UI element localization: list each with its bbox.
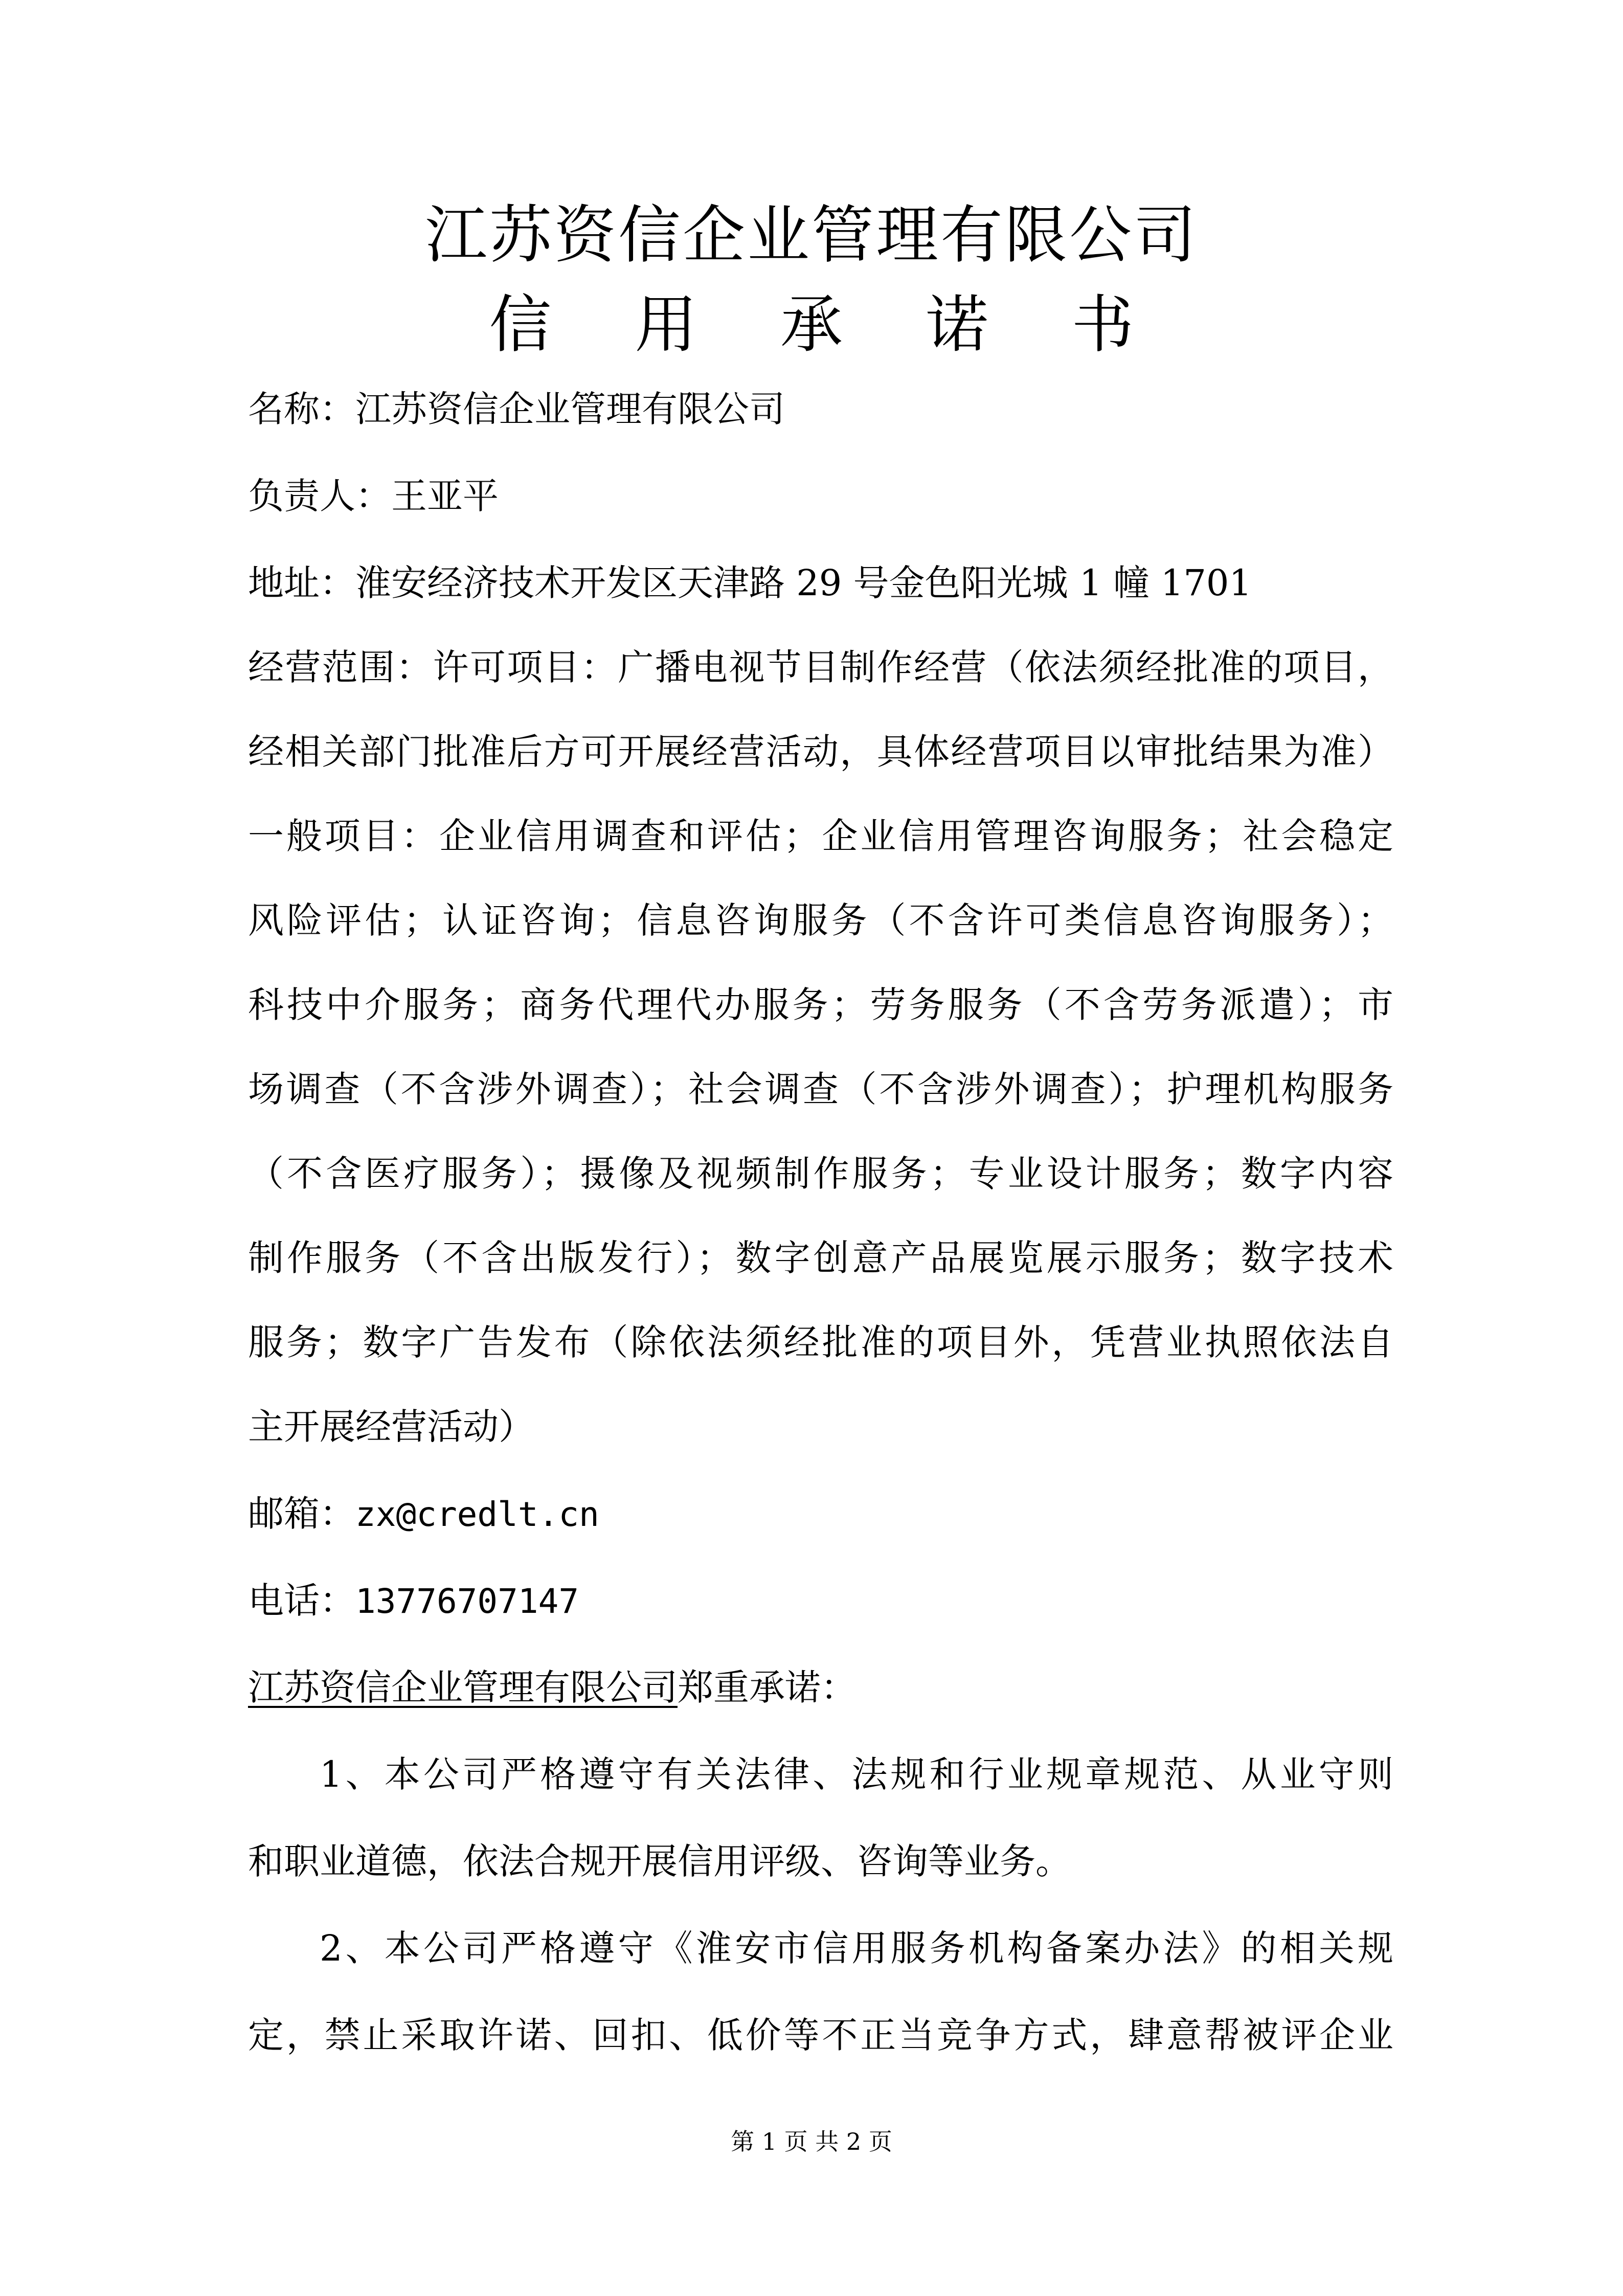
address-line xyxy=(248,555,1393,611)
document-title: 江苏资信企业管理有限公司 xyxy=(425,199,1198,272)
scope-line: 场调查（不含涉外调查）；社会调查（不含涉外调查）；护理机构服务 xyxy=(248,1068,1393,1110)
scope-line: 科技中介服务；商务代理代办服务；劳务服务（不含劳务派遣）；市 xyxy=(248,984,1393,1026)
phone-label: 电话： xyxy=(248,1580,355,1622)
scope-line: （不含医疗服务）；摄像及视频制作服务；专业设计服务；数字内容 xyxy=(248,1153,1393,1195)
scope-line: 服务；数字广告发布（除依法须经批准的项目外，凭营业执照依法自 xyxy=(248,1321,1393,1363)
person-label: 负责人： xyxy=(248,475,391,517)
name-label: 名称： xyxy=(248,388,355,430)
scope-line: 一般项目：企业信用调查和评估；企业信用管理咨询服务；社会稳定 xyxy=(248,815,1393,857)
scope-line: 主开展经营活动） xyxy=(248,1406,534,1448)
pledge-item-1-line: 1、本公司严格遵守有关法律、法规和行业规章规范、从业守则 xyxy=(320,1753,1393,1795)
phone-line xyxy=(248,1572,1393,1630)
pledge-item-1-line: 和职业道德，依法合规开展信用评级、咨询等业务。 xyxy=(248,1840,1071,1882)
phone-value: 13776707147 xyxy=(355,1582,579,1621)
person-line xyxy=(248,468,1393,524)
email-label: 邮箱： xyxy=(248,1493,355,1535)
scope-line: 制作服务（不含出版发行）；数字创意产品展览展示服务；数字技术 xyxy=(248,1237,1393,1279)
scope-line: 经相关部门批准后方可开展经营活动，具体经营项目以审批结果为准） xyxy=(248,731,1393,773)
scope-line: 风险评估；认证咨询；信息咨询服务（不含许可类信息咨询服务）； xyxy=(248,899,1393,941)
email-line xyxy=(248,1485,1393,1543)
pledge-company: 江苏资信企业管理有限公司 xyxy=(248,1667,678,1708)
email-value: zx@credlt.cn xyxy=(355,1495,599,1534)
name-value: 江苏资信企业管理有限公司 xyxy=(355,388,785,430)
page-footer: 第 1 页 共 2 页 xyxy=(731,2128,892,2155)
pledge-suffix: 郑重承诺： xyxy=(678,1667,856,1708)
person-value: 王亚平 xyxy=(391,475,499,517)
document-subtitle: 信 用 承 诺 书 xyxy=(489,288,1166,361)
name-line xyxy=(248,381,1393,437)
pledge-item-2-line: 2、本公司严格遵守《淮安市信用服务机构备案办法》的相关规 xyxy=(320,1927,1393,1969)
pledge-item-2-line: 定，禁止采取许诺、回扣、低价等不正当竞争方式，肆意帮被评企业 xyxy=(248,2014,1393,2056)
address-value: 淮安经济技术开发区天津路 29 号金色阳光城 1 幢 1701 xyxy=(355,562,1252,604)
pledge-line xyxy=(248,1659,1393,1716)
scope-line: 经营范围：许可项目：广播电视节目制作经营（依法须经批准的项目， xyxy=(248,646,1393,688)
address-label: 地址： xyxy=(248,562,355,604)
